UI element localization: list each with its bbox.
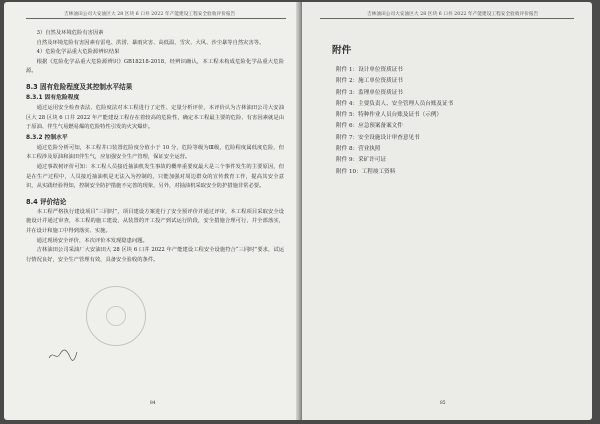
body-paragraph: 自然及环境危险有害因素有雷电、洪涝、暴雨灾害、高低温、雪灾、大风、沙尘暴等自然灾害等。 — [36, 39, 265, 46]
body-paragraph: 本工程严格执行建设项目“三同时”，项目建设方案进行了安全预评价并通过评审，本工程项目采取安全设施设计并通过审查，本工程的施工建设，从装置的开工投产到试运行阶段，安全措施合理可行，并全部落实，并在设计和施工中得到落实、实施。 — [26, 208, 284, 234]
appendix-item: 附件 10：工程竣工资料 — [336, 168, 396, 175]
appendix-item: 附件 5：特种作业人员台账及证书（示例） — [336, 112, 443, 119]
body-paragraph: 3）自然及环境危险有害因素 — [36, 30, 104, 36]
left-page — [4, 2, 300, 420]
body-paragraph: 通过运用安全检查表法、危险度法对本工程进行了定性、定量分析评价，本评价认为吉林油田公司大安油区大 28 区块 6 口井 2022 年产能建设工程存在着较高的危险性，确定本工程最主要的危险、有害因素就是由于原油、伴生气易燃易爆的危险特性引发的火灾爆炸。 — [26, 104, 284, 131]
appendix-item: 附件 6：应急预案备案文件 — [336, 123, 403, 130]
appendix-item: 附件 4：主要负责人、安全管理人员台账及证书 — [336, 100, 454, 107]
handwritten-signature — [48, 348, 78, 362]
official-seal — [86, 286, 146, 346]
body-paragraph: 吉林油田公司采油厂大安油田大 28 区块 6 口井 2022 年产能建设工程安全设施符合“三同时”要求，试运行情况良好，安全生产管理有效，具备安全验收的条件。 — [26, 247, 284, 263]
left-page-header: 吉林油田公司大安油区大 28 区块 6 口井 2022 年产能建设工程安全验收评价报告 — [64, 12, 236, 17]
body-paragraph: 4）危险化学品重大危险源辨识结果 — [36, 49, 120, 56]
appendix-item: 附件 1：设计单位资质证书 — [336, 67, 403, 73]
body-paragraph: 通过现场安全评价，本次评价本发现隐患问题。 — [36, 237, 148, 244]
subsection-heading: 8.3.1 固有危险程度 — [26, 94, 80, 101]
body-paragraph: 通过事故树评价可知：本工程人员接近抽油机发生事故的概率重要度最大是三个事件发生的主要原因，但是在生产过程中，人员接近抽油机是无法入为控制的，只能加强对周边群众的宣传教育工作，提高其安全意识，从实践经验得知，控制安全防护措施不完善的现象，另外，对抽油机采取安全防护措施非常必要。 — [26, 163, 284, 190]
right-header-rule — [320, 18, 574, 19]
appendix-title: 附件 — [332, 45, 352, 56]
appendix-item: 附件 3：监理单位资质证书 — [336, 89, 403, 96]
appendix-item: 附件 2：施工单位资质证书 — [336, 78, 403, 85]
right-page-header: 吉林油田公司大安油区大 28 区块 6 口井 2022 年产能建设工程安全验收评价报告 — [367, 12, 539, 17]
appendix-item: 附件 9：采矿许可证 — [336, 157, 387, 164]
left-page-body — [26, 29, 284, 265]
right-page — [302, 2, 592, 420]
body-paragraph: 根据《危险化学品重大危险源辨识》GB18218-2018，经辨识确认，本工程未构成危险化学品重大危险源。 — [26, 58, 284, 75]
left-page-number: 84 — [150, 401, 156, 406]
body-paragraph: 通过危险分析可知，本工程井口装置危险度分值小于 10 分，危险等级为Ⅲ级，危险程度属低度危险，但本工程涉及原油和油田伴生气，应加强安全生产管理，保证安全运营。 — [26, 144, 284, 161]
subsection-heading: 8.3.2 控制水平 — [26, 134, 68, 141]
section-heading: 8.3 固有危险程度及其控制水平结果 — [26, 82, 133, 91]
section-heading: 8.4 评价结论 — [26, 197, 67, 206]
right-page-number: 85 — [440, 401, 446, 406]
left-header-rule — [26, 18, 286, 19]
appendix-item: 附件 8：营业执照 — [336, 146, 381, 153]
appendix-list — [336, 65, 453, 178]
appendix-item: 附件 7：安全设施设计审查意见书 — [336, 134, 420, 141]
